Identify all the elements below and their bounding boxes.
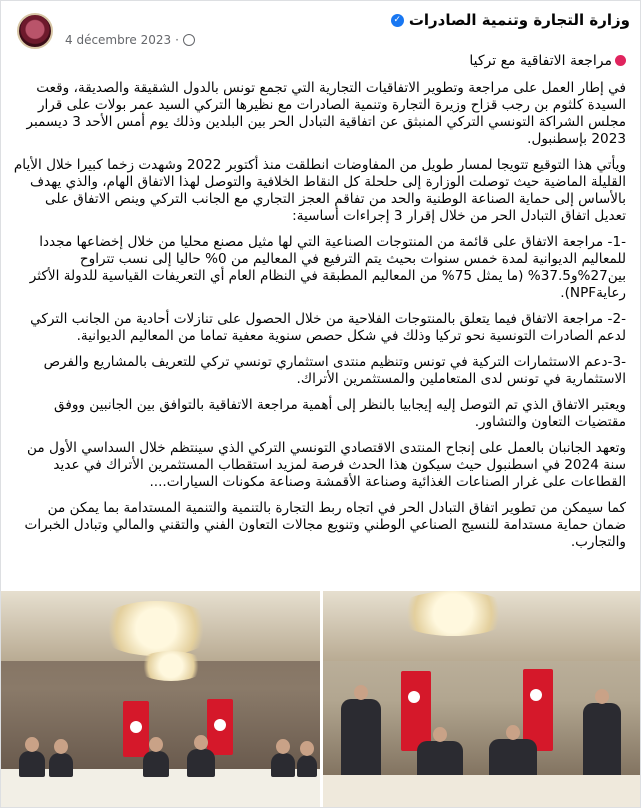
post-paragraph: -2- مراجعة الاتفاق فيما يتعلق بالمنتوجات الفلاحية من خلال الحصول على تنازلات أحادية من الجانب التركي لدعم الصادرات التونسية نحو تركيا وذلك في شكل حصص سنوية معفية تماما من المعاليم الديوانية. [30,311,626,344]
person [341,699,381,781]
post-title-line [13,53,626,70]
verified-badge-icon: ✓ [391,14,404,27]
post-paragraph: ويأتي هذا التوقيع تتويجا لمسار طويل من المفاوضات انطلقت منذ أكتوبر 2022 وشهدت زخما كبيرا خلال الأيام القليلة الماضية حيث توصلت الوزارة إلى حلحلة كل النقاط الخلافية والتوصل لهذا الاتفاق الهام، والذي يهدف بالأساس إلى حماية الصناعة الوطنية والحد من تفاقم العجز التجاري مع الجانب التركي وينص الاتفاق على تعديل اتفاق التبادل الحر من خلال إقرار 3 إجراءات أساسية: [13,157,626,224]
post-meta [65,33,195,47]
turkey-flag [207,699,233,755]
post-date[interactable]: 4 décembre 2023 [65,33,172,47]
chandelier [136,651,206,681]
chandelier [393,591,513,636]
tunisia-flag [401,671,431,751]
globe-icon[interactable] [183,34,195,46]
person [297,755,317,777]
signing-table [323,775,641,808]
post-title: مراجعة الاتفاقية مع تركيا [469,53,612,69]
signing-photo[interactable] [323,591,641,808]
person [49,753,73,777]
post-paragraph: وتعهد الجانبان بالعمل على إنجاح المنتدى الاقتصادي التونسي التركي الذي سينتظم خلال السداسي الأول من سنة 2024 في اسطنبول حيث سيكون هذا الحدث فرصة لمزيد استقطاب المستثمرين الأتراك في عديد القطاعات على غرار الصناعات الغذائية وصناعة الأقمشة وصناعة مكونات السيارات.... [27,440,626,490]
post-paragraph: كما سيمكن من تطوير اتفاق التبادل الحر في اتجاه ربط التجارة بالتنمية والتنمية المستدامة بما يمكن من ضمان حماية مستدامة للنسيج الصناعي الوطني وتنويع مجالات التعاون الفني والتقني والمالي وتبادل الخبرات والتجارب. [24,500,626,550]
post-paragraph: -3-دعم الاستثمارات التركية في تونس وتنظيم منتدى استثماري تونسي تركي للتعريف بالمشاريع والفرص الاستثمارية في تونس لدى المتعاملين والمستثمرين الأتراك. [43,354,626,387]
person [143,751,169,777]
person [271,753,295,777]
page-avatar[interactable] [17,13,53,49]
post-photos [1,591,641,808]
post-header [7,9,634,53]
post-paragraph: ويعتبر الاتفاق الذي تم التوصل إليه إيجابيا بالنظر إلى أهمية مراجعة الاتفاقية بالتوافق بين الجانبين ووفق مقتضيات التعاون والتشاور. [54,397,626,430]
tunisia-flag [123,701,149,757]
person [583,703,621,783]
meta-separator: · [175,33,179,47]
post-paragraph: في إطار العمل على مراجعة وتطوير الاتفاقيات التجارية التي تجمع تونس بالدول الشقيقة والصديقة، وقعت السيدة كلثوم بن رجب قزاح وزيرة التجارة وتنمية الصادرات مع نظيرها التركي السيد عمر بولات على قرار مجلس الشراكة التونسي التركي المنبثق عن اتفاقية التبادل الحر بين البلدين وذلك يوم أمس الأحد 3 ديسمبر 2023 بإسطنبول. [26,80,626,147]
post-body [13,53,626,560]
chandelier [96,601,216,656]
person [19,751,45,777]
meeting-photo[interactable] [1,591,320,808]
page-name[interactable]: وزارة التجارة وتنمية الصادرات [408,11,630,29]
page-name-link[interactable] [391,11,630,29]
red-circle-icon [615,55,626,66]
person [187,749,215,777]
post-paragraph: -1- مراجعة الاتفاق على قائمة من المنتوجات الصناعية التي لها مثيل مصنع محليا من خلال إخضاعها مجددا للمعاليم الديوانية لمدة خمس سنوات بحيث يتم الترفيع في المعاليم من 0% حاليا إلى نسب تتراوح بين27%و37.5% (ما يمثل 75% من المعاليم المطبقة في النظام العام أي التعريفات القياسية للدولة الأكثر رعايةNPF). [29,234,626,301]
